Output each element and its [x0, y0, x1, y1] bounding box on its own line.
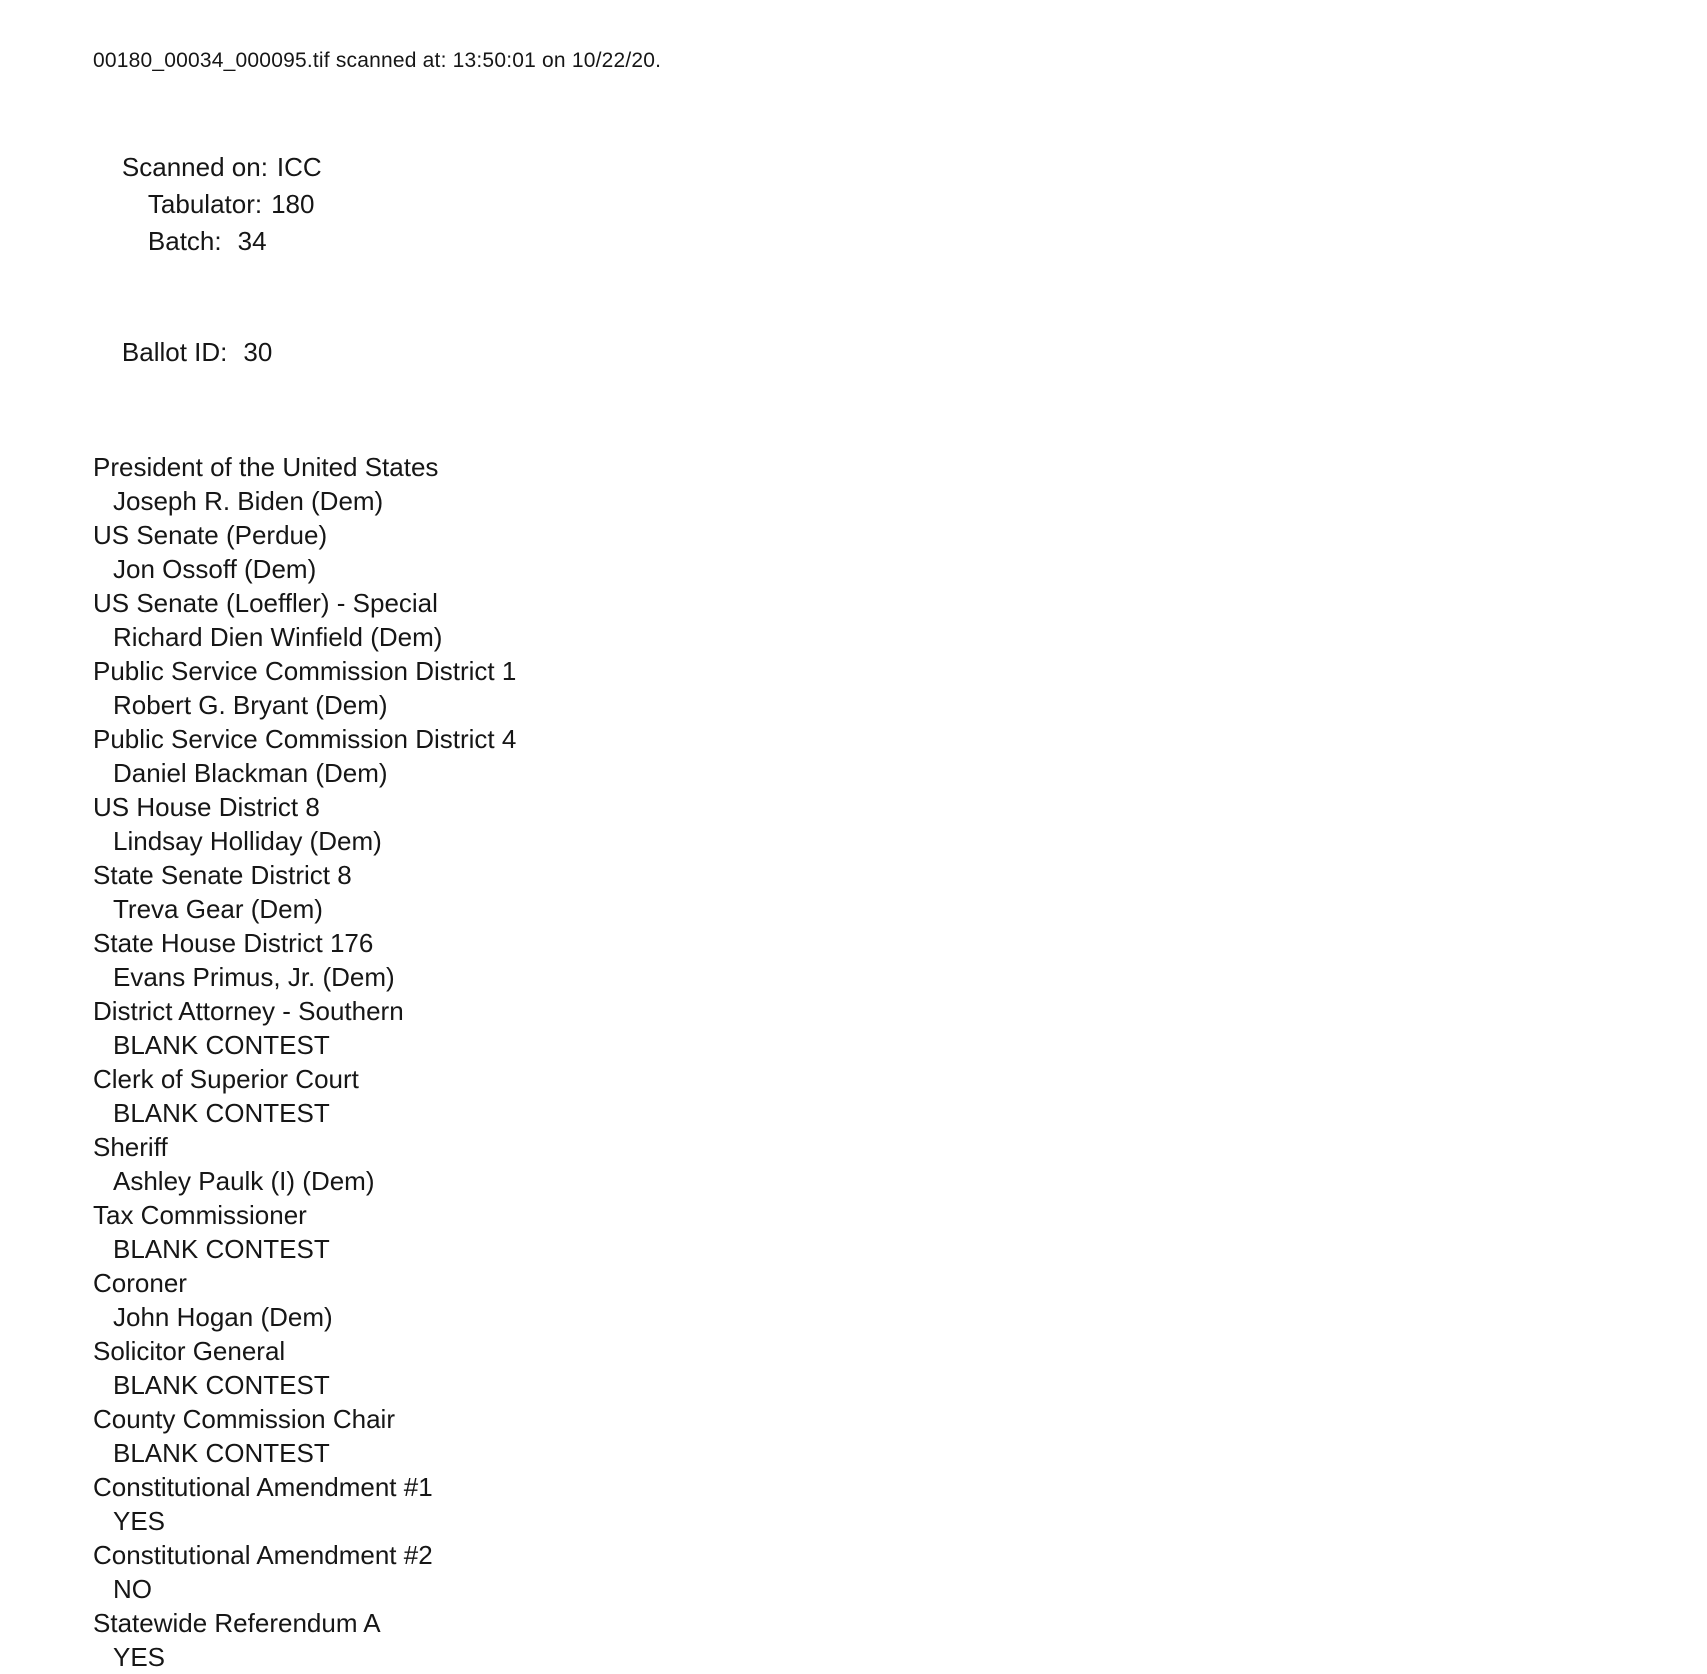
scan-filename-line: 00180_00034_000095.tif scanned at: 13:50:01 on 10/22/20. [93, 49, 662, 72]
contest-selection: Treva Gear (Dem) [113, 894, 323, 924]
contest-name: Sheriff [93, 1132, 168, 1162]
contest-name: Clerk of Superior Court [93, 1064, 359, 1094]
contest-selection: BLANK CONTEST [113, 1438, 330, 1468]
contest-block [93, 1606, 1593, 1674]
contest-name: Solicitor General [93, 1336, 286, 1366]
scanned-on-value: ICC [276, 152, 322, 182]
cast-vote-record-document [93, 48, 1593, 1674]
contest-block [93, 1130, 1593, 1198]
contest-selection: Joseph R. Biden (Dem) [113, 486, 384, 516]
batch-label: Batch: [147, 226, 222, 256]
ballot-id-label: Ballot ID: [121, 337, 228, 367]
contest-list [93, 450, 1593, 1674]
ballot-id-line [93, 297, 1593, 408]
contest-selection: Jon Ossoff (Dem) [113, 554, 317, 584]
contest-block [93, 586, 1593, 654]
contest-name: County Commission Chair [93, 1404, 395, 1434]
contest-name: State House District 176 [93, 928, 374, 958]
contest-selection: BLANK CONTEST [113, 1098, 330, 1128]
contest-block [93, 1470, 1593, 1538]
contest-block [93, 1266, 1593, 1334]
contest-name: US Senate (Perdue) [93, 520, 328, 550]
ballot-id-value: 30 [243, 337, 273, 367]
contest-name: Constitutional Amendment #2 [93, 1540, 433, 1570]
contest-selection: NO [113, 1574, 152, 1604]
contest-block [93, 654, 1593, 722]
contest-name: Statewide Referendum A [93, 1608, 381, 1638]
contest-name: State Senate District 8 [93, 860, 352, 890]
contest-block [93, 1062, 1593, 1130]
contest-block [93, 518, 1593, 586]
contest-name: Public Service Commission District 4 [93, 724, 517, 754]
contest-name: Coroner [93, 1268, 187, 1298]
contest-block [93, 1402, 1593, 1470]
ballot-id-group [122, 334, 272, 371]
contest-name: US House District 8 [93, 792, 320, 822]
contest-selection: YES [113, 1642, 166, 1672]
contest-selection: Lindsay Holliday (Dem) [113, 826, 382, 856]
contest-selection: BLANK CONTEST [113, 1370, 330, 1400]
contest-selection: Ashley Paulk (I) (Dem) [113, 1166, 375, 1196]
contest-name: Constitutional Amendment #1 [93, 1472, 433, 1502]
contest-selection: John Hogan (Dem) [113, 1302, 333, 1332]
contest-block [93, 1334, 1593, 1402]
batch-value: 34 [237, 226, 267, 256]
contest-name: US Senate (Loeffler) - Special [93, 588, 438, 618]
scanned-on-group [122, 149, 322, 186]
scanned-on-label: Scanned on: [121, 152, 268, 182]
scan-meta-line [93, 112, 1593, 297]
tabulator-group [148, 186, 315, 223]
contest-selection: BLANK CONTEST [113, 1030, 330, 1060]
contest-block [93, 790, 1593, 858]
tabulator-value: 180 [271, 189, 315, 219]
contest-block [93, 722, 1593, 790]
contest-block [93, 1538, 1593, 1606]
tabulator-label: Tabulator: [147, 189, 263, 219]
contest-name: Public Service Commission District 1 [93, 656, 517, 686]
contest-block [93, 450, 1593, 518]
contest-block [93, 858, 1593, 926]
contest-block [93, 994, 1593, 1062]
contest-selection: BLANK CONTEST [113, 1234, 330, 1264]
contest-selection: Robert G. Bryant (Dem) [113, 690, 388, 720]
contest-name: Tax Commissioner [93, 1200, 307, 1230]
batch-group [148, 223, 267, 260]
contest-selection: YES [113, 1506, 166, 1536]
contest-selection: Daniel Blackman (Dem) [113, 758, 388, 788]
contest-selection: Richard Dien Winfield (Dem) [113, 622, 443, 652]
contest-name: President of the United States [93, 452, 439, 482]
contest-block [93, 926, 1593, 994]
contest-selection: Evans Primus, Jr. (Dem) [113, 962, 395, 992]
contest-name: District Attorney - Southern [93, 996, 404, 1026]
contest-block [93, 1198, 1593, 1266]
